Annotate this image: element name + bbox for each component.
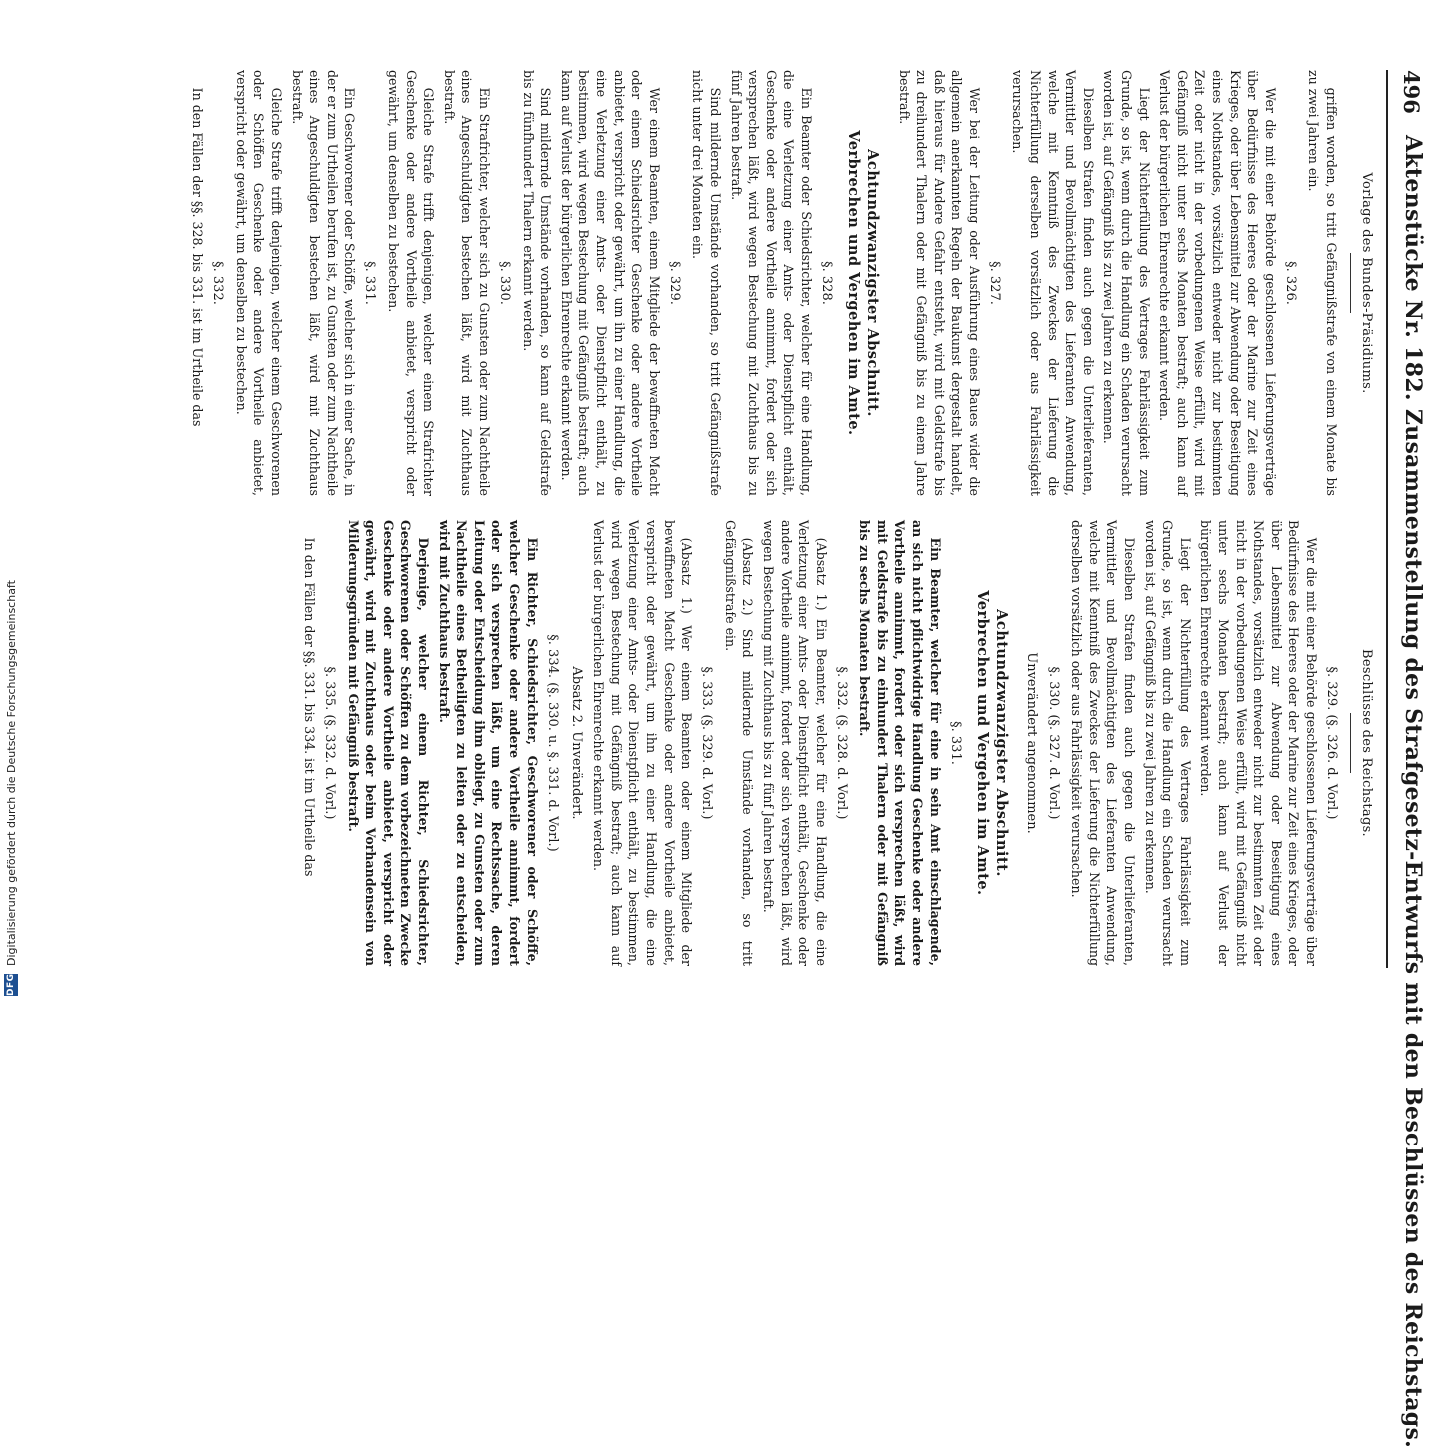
left-section-mark: §. 329. xyxy=(666,261,682,305)
funding-note: Digitalisierung gefördert durch die Deutsche Forschungsgemeinschaft xyxy=(4,580,18,966)
right-column xyxy=(300,520,1380,966)
left-text: Sind mildernde Umstände vorhanden, so tritt Gefängnißstrafe nicht unter drei Monaten ein. xyxy=(690,70,723,496)
right-heading-divider xyxy=(1350,713,1351,773)
dfg-logo: DFG xyxy=(6,973,16,996)
left-text: Ein Geschworener oder Schöffe, welcher sich in einer Sache, in der er zum Urtheilen berufen ist, zu Gunsten oder zum Nachtheile eines Angeschuldigten bestechen läßt, wird mit Zuchthaus bestraft. xyxy=(289,70,358,496)
right-text: Liegt der Nichterfüllung des Vertrages Fahrlässigkeit zum Grunde, so ist, wenn durch die Handlung ein Schaden verursacht worden ist, auf Gefängniß bis zu zwei Jahren zu erkennen. xyxy=(1142,520,1193,966)
left-text: Liegt der Nichterfüllung des Vertrages Fahrlässigkeit zum Grunde, so ist, wenn durch die Handlung ein Schaden verursacht worden ist, auf Gefängniß bis zu zwei Jahren zu erkennen. xyxy=(1101,70,1152,496)
left-column-heading: Vorlage des Bundes-Präsidiums. xyxy=(1359,172,1374,394)
right-section-mark: §. 331. xyxy=(947,721,963,765)
left-text: griffen worden, so tritt Gefängnißstrafe von einem Monate bis zu zwei Jahren ein. xyxy=(1306,70,1339,496)
right-text: Wer die mit einer Behörde geschlossenen Lieferungsverträge über Bedürfnisse des Heeres oder der Marine zur Zeit eines Krieges, oder über Lebensmittel zur Abwendung oder Beseitigung eines Nothstandes, vorsätzlich entweder nicht zur bestimmten Zeit oder nicht in der vorbedungenen Weise erfüllt, wird mit Gefängniß nicht unter sechs Monaten bestraft; auch kann auf Verlust der bürgerlichen Ehrenrechte erkannt werden. xyxy=(1198,520,1319,966)
left-column xyxy=(190,70,1380,496)
right-text: In den Fällen der §§. 331. bis 334. ist im Urtheile das xyxy=(302,537,318,877)
right-text: Ein Richter, Schiedsrichter, Geschworener oder Schöffe, welcher Geschenke oder andere Vortheile annimmt, fordert oder sich versprechen läßt, um eine Rechtssache, deren Leitung oder Entscheidung ihm obliegt, zu Gunsten oder zum Nachtheile eines Betheiligten zu leiten oder zu entscheiden, wird mit Zuchthaus bestraft. xyxy=(436,520,540,966)
left-text: Gleiche Strafe trifft denjenigen, welcher einem Strafrichter Geschenke oder andere Vortheile anbietet, verspricht oder gewährt, um denselben zu bestechen. xyxy=(386,70,437,496)
left-section-mark: §. 330. xyxy=(497,261,513,305)
left-text: Wer bei der Leitung oder Ausführung eines Baues wider die allgemein anerkannten Regeln der Baukunst dergestalt handelt, daß hieraus für Andere Gefahr entsteht, wird mit Geldstrafe bis zu dreihundert Thalern oder mit Gefängniß bis zu einem Jahre bestraft. xyxy=(896,70,982,496)
left-section-mark: §. 326. xyxy=(1282,261,1298,305)
left-section-mark: §. 327. xyxy=(986,261,1002,305)
right-chapter-title: Achtundzwanzigster Abschnitt. xyxy=(992,609,1010,877)
right-text: (Absatz 1.) Wer einem Beamten oder einem Mitgliede der bewaffneten Macht Geschenke oder andere Vortheile anbietet, verspricht oder gewährt, um ihn zu einer Handlung, die eine Verletzung einer Amts- oder Dienstpflicht enthält, zu bestimmen, wird wegen Bestechung mit Gefängniß bestraft; auch kann auf Verlust der bürgerlichen Ehrenrechte erkannt werden. xyxy=(591,520,695,966)
right-section-mark: §. 335. (§. 332. d. Vorl.) xyxy=(322,666,338,820)
right-section-mark: §. 333. (§. 329. d. Vorl.) xyxy=(699,666,715,820)
digitization-footer xyxy=(0,0,22,1000)
right-section-mark: §. 332. (§. 328. d. Vorl.) xyxy=(833,666,849,820)
right-note: Absatz 2. Unverändert. xyxy=(568,666,584,820)
header-rule xyxy=(1386,70,1388,968)
left-section-mark: §. 328. xyxy=(818,261,834,305)
left-heading-divider xyxy=(1350,253,1351,313)
left-text: In den Fällen der §§. 328. bis 331. ist im Urtheile das xyxy=(190,87,206,427)
left-text: Sind mildernde Umstände vorhanden, so kann auf Geldstrafe bis zu fünfhundert Thalern erkannt werden. xyxy=(520,70,554,496)
left-section-mark: §. 332. xyxy=(210,261,226,305)
right-text: Ein Beamter, welcher für eine in sein Amt einschlagende, an sich nicht pflichtwidrige Handlung Geschenke oder andere Vortheile annimmt, fordert oder sich versprechen läßt, wird mit Geldstrafe bis zu einhundert Thalern oder mit Gefängniß bis zu sechs Monaten bestraft. xyxy=(857,520,943,966)
left-text: Ein Strafrichter, welcher sich zu Gunsten oder zum Nachtheile eines Angeschuldigten bestechen läßt, wird mit Zuchthaus bestraft. xyxy=(441,70,493,496)
right-note: Unverändert angenommen. xyxy=(1023,652,1039,834)
right-text: (Absatz 1.) Ein Beamter, welcher für eine Handlung, die eine Verletzung einer Amts- oder Dienstpflicht enthält, Geschenke oder andere Vortheile annimmt, fordert oder sich versprechen läßt, wird wegen Bestechung mit Zuchthaus bis zu fünf Jahren bestraft. xyxy=(760,520,829,966)
left-text: Ein Beamter oder Schiedsrichter, welcher für eine Handlung, die eine Verletzung einer Amts- oder Dienstpflicht enthält, Geschenke oder andere Vortheile annimmt, fordert oder sich versprechen läßt, wird wegen Bestechung mit Zuchthaus bis zu fünf Jahren bestraft. xyxy=(728,70,814,496)
left-text: Wer die mit einer Behörde geschlossenen Lieferungsverträge über Bedürfnisse des Heeres oder der Marine zur Zeit eines Krieges, oder über Lebensmittel zur Abwendung oder Beseitigung eines Nothstandes, vorsätzlich entweder nicht zur bestimmten Zeit oder nicht in der vorbedungenen Weise erfüllt, wird mit Gefängniß nicht unter sechs Monaten bestraft; auch kann auf Verlust der bürgerlichen Ehrenrechte erkannt werden. xyxy=(1157,70,1278,496)
right-text: Derjenige, welcher einem Richter, Schiedsrichter, Geschworenen oder Schöffen zu dem vorbezeichneten Zwecke Geschenke oder andere Vortheile anbietet, verspricht oder gewährt, wird mit Zuchthaus oder beim Vorhandensein von Milderungsgründen mit Gefängniß bestraft. xyxy=(345,520,432,966)
page-title: Aktenstücke Nr. 182. Zusammenstellung des Strafgesetz-Entwurfs mit den Beschlüssen des Reichstags. xyxy=(1400,135,1426,1448)
page-number: 496 xyxy=(1399,70,1424,114)
left-text: Dieselben Strafen finden auch gegen die Unterlieferanten, Vermittler und Bevollmächtigten des Lieferanten Anwendung, welche mit Kenntniß des Zweckes der Lieferung die Nichterfüllung derselben vorsätzlich oder aus Fahrlässigkeit verursachen. xyxy=(1010,70,1096,496)
left-text: Wer einem Beamten, einem Mitgliede der bewaffneten Macht oder einem Schiedsrichter Geschenke oder andere Vortheile anbietet, verspricht oder gewährt, um ihn zu einer Handlung, die eine Verletzung einer Amts- oder Dienstpflicht enthält, zu bestimmen, wird wegen Bestechung mit Gefängniß bestraft; auch kann auf Verlust der bürgerlichen Ehrenrechte erkannt werden. xyxy=(558,70,662,496)
right-text: Dieselben Strafen finden auch gegen die Unterlieferanten, Vermittler und Bevollmächtigten des Lieferanten Anwendung, welche mit Kenntniß des Zweckes der Lieferung die Nichterfüllung derselben vorsätzlich oder aus Fahrlässigkeit verursachen. xyxy=(1069,520,1138,966)
left-chapter-title: Achtundzwanzigster Abschnitt. xyxy=(863,149,881,417)
right-section-mark: §. 330. (§. 327. d. Vorl.) xyxy=(1045,666,1061,820)
left-section-mark: §. 331. xyxy=(362,261,378,305)
right-chapter-subtitle: Verbrechen und Vergehen im Amte. xyxy=(973,590,991,896)
right-text: (Absatz 2.) Sind mildernde Umstände vorhanden, so tritt Gefängnißstrafe ein. xyxy=(722,520,756,966)
left-text: Gleiche Strafe trifft denjenigen, welcher einem Geschworenen oder Schöffen Geschenke oder andere Vortheile anbietet, verspricht oder gewährt, um denselben zu bestechen. xyxy=(233,70,285,496)
right-section-mark: §. 329. (§. 326. d. Vorl.) xyxy=(1324,666,1339,820)
left-chapter-subtitle: Verbrechen und Vergehen im Amte. xyxy=(844,130,862,436)
right-section-mark: §. 334. (§. 330. u. §. 331. d. Vorl.) xyxy=(544,634,560,852)
right-column-heading: Beschlüsse des Reichstags. xyxy=(1359,649,1374,837)
